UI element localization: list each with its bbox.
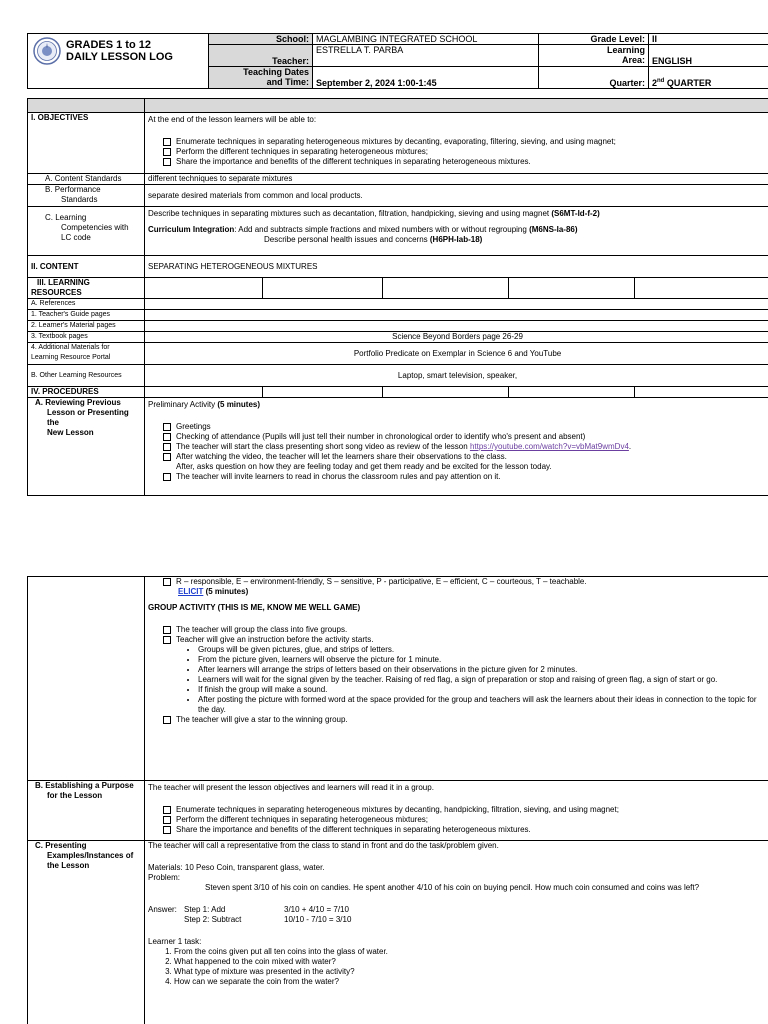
rules-item: R – responsible, E – environment-friendly, S – sensitive, P - participative, E – efficient, C – courteous, T – teachable. [176,577,767,587]
presenting-intro: The teacher will call a representative from the class to stand in front and do the task/problem given. [148,841,499,850]
answer-step-2 [148,915,767,925]
resources-label-text: III. LEARNING RESOURCES [31,278,90,297]
preliminary-item-text: The teacher will start the class presenting short song video as review of the lesson [176,442,468,451]
rules-list [148,577,767,587]
preliminary-item [176,452,767,472]
additional-materials-line-1: 4. Additional Materials for [31,344,110,351]
content-standards-label [28,174,145,185]
video-link[interactable]: https://youtube.com/watch?v=vbMat9wmDv4 [469,442,629,451]
quarter-value [649,67,768,89]
objectives-label: I. OBJECTIVES [28,113,145,174]
step-2-label: Step 2: Subtract [184,915,242,924]
quarter-number: 2 [652,78,658,88]
elicit-time: (5 minutes) [203,587,249,596]
reviewing-label-line-2: Lesson or Presenting the [47,408,129,427]
group-activity-title: GROUP ACTIVITY (THIS IS ME, KNOW ME WELL GAME) [148,603,361,612]
competency-code: (S6MT-Id-f-2) [551,209,600,218]
school-label: School: [209,34,313,45]
objective-item: Share the importance and benefits of the different techniques in separating heterogeneous mixtures. [176,157,767,167]
integration-text: : Add and subtracts simple fractions and mixed numbers with or without regrouping [234,225,527,234]
learner-task-item: 2. What happened to the coin mixed with water? [174,957,767,967]
dates-label-line-2: and Time: [266,77,309,87]
dates-label-line-1: Teaching Dates [243,67,309,77]
problem-label: Problem: [148,873,181,882]
resources-label [28,278,145,299]
header-logo-cell [28,34,209,89]
instruction-bullet: • From the picture given, learners will observe the picture for 1 minute. [198,655,767,665]
other-resources-value: Laptop, smart television, speaker, [145,365,768,387]
preliminary-title: Preliminary Activity [148,400,216,409]
integration-code: (M6NS-Ia-86) [529,225,578,234]
competencies-label-line-2: Competencies with [61,223,129,232]
continued-label-cell [28,577,145,781]
area-value: ENGLISH [649,45,768,67]
learner-task-item: 3. What type of mixture was presented in the activity? [174,967,767,977]
learner-task-item: 4. How can we separate the coin from the water? [174,977,767,987]
learner-task-list [148,947,767,987]
purpose-intro: The teacher will present the lesson objectives and learners will read it in a group. [148,783,434,792]
purpose-item: Enumerate techniques in separating heterogeneous mixtures by decanting, handpicking, filtration, sieving, and using magnet; [176,805,767,815]
problem-text: Steven spent 3/10 of his coin on candies. He spent another 4/10 of his coin on buying pencil. How much coin consumed and coins was left? [205,883,700,892]
grade-label: Grade Level: [539,34,649,45]
instruction-bullets [148,645,767,715]
grade-value: II [649,34,768,45]
group-activity-item: Teacher will give an instruction before the activity starts. [176,635,767,645]
page-2 [0,560,768,1024]
instruction-bullet: • Learners will wait for the signal given by the teacher. Raising of red flag, a sign of preparation or stop and raising of green flag, a sign of start or go. [198,675,767,685]
presenting-cell [145,841,768,1024]
procedures-label: IV. PROCEDURES [28,387,145,398]
objective-item: Perform the different techniques in separating heterogeneous mixtures; [176,147,767,157]
learners-material-label: 2. Learner's Material pages [28,321,145,332]
lesson-table-continued [27,576,768,1024]
step-1-equation: 3/10 + 4/10 = 7/10 [284,905,349,914]
additional-materials-value: Portfolio Predicate on Exemplar in Science 6 and YouTube [145,343,768,365]
textbook-label: 3. Textbook pages [28,332,145,343]
purpose-label [28,781,145,841]
title-line-1: GRADES 1 to 12 [66,39,151,51]
presenting-label-line-1: C. Presenting [35,841,87,850]
group-activity-item: The teacher will give a star to the winning group. [176,715,767,725]
purpose-label-line-2: for the Lesson [47,791,103,800]
quarter-word: QUARTER [664,78,712,88]
presenting-label-line-2: Examples/Instances of [47,851,134,860]
header-table [27,33,768,89]
learner-task-item: 1. From the coins given put all ten coins into the glass of water. [174,947,767,957]
preliminary-item: The teacher will start the class presenting short song video as review of the lesson https://youtube.com/watch?v=vbMat9wmDv4. [176,442,767,452]
instruction-bullet: • If finish the group will make a sound. [198,685,767,695]
performance-label-line-1: B. Performance [45,185,101,194]
purpose-list [148,805,767,835]
reviewing-cell [145,398,768,496]
title-line-2: DAILY LESSON LOG [66,51,173,63]
competencies-label [28,207,145,256]
presenting-label [28,841,145,1024]
step-2-equation: 10/10 - 7/10 = 3/10 [284,915,352,924]
quarter-suffix: nd [657,78,665,84]
teacher-label: Teacher: [209,45,313,67]
school-value: MAGLAMBING INTEGRATED SCHOOL [313,34,539,45]
competency-text: Describe techniques in separating mixtures such as decantation, filtration, handpicking, sieving and using magnet [148,209,550,218]
content-standards-label-text: A. Content Standards [45,174,122,183]
performance-standards-label [28,185,145,207]
preliminary-item: The teacher will invite learners to read in chorus the classroom rules and pay attention on it. [176,472,767,482]
answer-label: Answer: [148,905,177,914]
preliminary-time: (5 minutes) [217,400,261,409]
other-resources-label: B. Other Learning Resources [28,365,145,387]
group-activity-item: The teacher will group the class into five groups. [176,625,767,635]
instruction-bullet: • After posting the picture with formed word at the space provided for the group and teachers will ask the learners about their ideas in connection to the topic for the day. [198,695,767,715]
reviewing-label [28,398,145,496]
after-note: After, asks question on how they are feeling today and get them ready and be excited for the lesson today. [176,462,552,471]
objectives-cell [145,113,768,174]
performance-standards-value: separate desired materials from common and local products. [145,185,768,207]
teachers-guide-label: 1. Teacher's Guide pages [28,310,145,321]
objective-item: Enumerate techniques in separating heterogeneous mixtures by decanting, evaporating, filtering, sieving, and using magnet; [176,137,767,147]
reviewing-label-line-3: New Lesson [47,428,94,437]
reviewing-label-line-1: A. Reviewing Previous [35,398,121,407]
purpose-item: Perform the different techniques in separating heterogeneous mixtures; [176,815,767,825]
content-standards-value: different techniques to separate mixtures [145,174,768,185]
textbook-value: Science Beyond Borders page 26-29 [145,332,768,343]
presenting-label-line-3: the Lesson [47,861,90,870]
preliminary-item: Checking of attendance (Pupils will just tell their number in chronological order to identify who's present and absent) [176,432,767,442]
performance-label-line-2: Standards [61,195,98,204]
answer-step-1 [148,905,767,915]
preliminary-item: Greetings [176,422,767,432]
preliminary-list [148,422,767,482]
instruction-bullet: • Groups will be given pictures, glue, and strips of letters. [198,645,767,655]
area-label-line-1: Learning [606,45,645,55]
lesson-table [27,98,768,496]
materials-text: Materials: 10 Peso Coin, transparent glass, water. [148,863,325,872]
instruction-bullet: • After learners will arrange the strips of letters based on their observations in the picture given for 2 minutes. [198,665,767,675]
integration-label: Curriculum Integration [148,225,235,234]
purpose-cell [145,781,768,841]
dates-label [209,67,313,89]
quarter-label: Quarter: [539,67,649,89]
area-label-line-2: Area: [621,55,645,65]
integration-text-2: Describe personal health issues and concerns [264,235,428,244]
additional-materials-line-2: Learning Resource Portal [31,354,111,361]
purpose-item: Share the importance and benefits of the different techniques in separating heterogeneous mixtures. [176,825,767,835]
additional-materials-label [28,343,145,365]
competencies-value [145,207,768,256]
content-label: II. CONTENT [28,256,145,278]
learner-task-label: Learner 1 task: [148,937,202,946]
competencies-label-line-3: LC code [61,233,91,242]
dates-value: September 2, 2024 1:00-1:45 [313,67,539,89]
step-1-label: Step 1: Add [184,905,226,914]
group-activity-list-2 [148,715,767,725]
continued-cell [145,577,768,781]
competencies-label-line-1: C. Learning [45,213,87,222]
objectives-list [148,137,767,167]
integration-code-2: (H6PH-Iab-18) [429,235,483,244]
references-label: A. References [28,299,145,310]
content-value: SEPARATING HETEROGENEOUS MIXTURES [145,256,768,278]
objectives-intro: At the end of the lesson learners will be able to: [148,115,317,124]
preliminary-item-text: After watching the video, the teacher will let the learners share their observations to the class. [176,452,507,461]
elicit-heading[interactable]: ELICIT [178,587,204,596]
deped-seal-icon [33,37,61,65]
purpose-label-line-1: B. Establishing a Purpose [35,781,134,790]
area-label [539,45,649,67]
group-activity-list [148,625,767,645]
teacher-value: ESTRELLA T. PARBA [313,45,539,67]
